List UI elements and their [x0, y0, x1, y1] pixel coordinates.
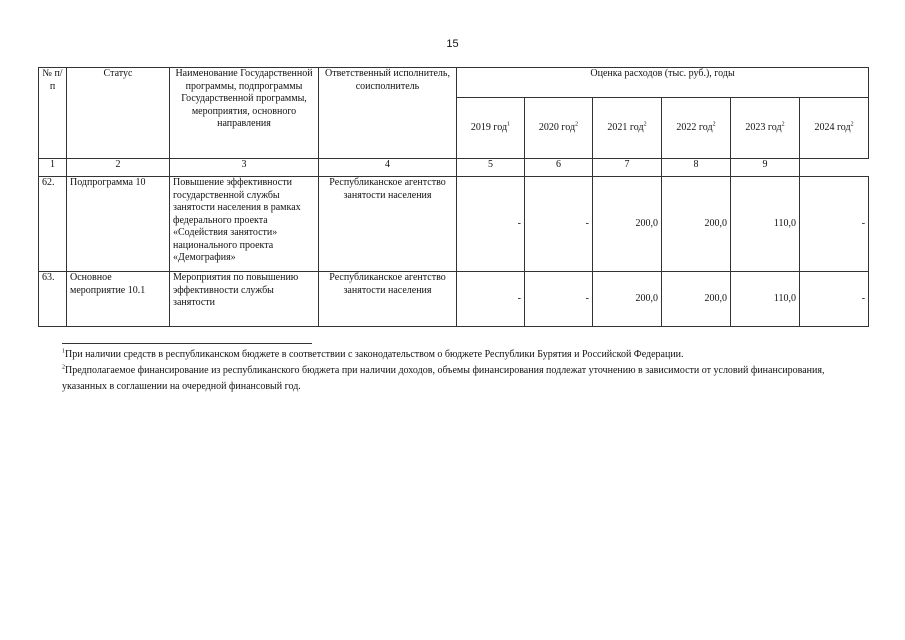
expense-table — [38, 67, 869, 327]
table-row — [39, 272, 869, 327]
column-number: 5 — [457, 159, 525, 177]
column-number: 2 — [67, 159, 170, 177]
row-num: 62. — [39, 177, 67, 272]
year-header — [525, 98, 593, 159]
row-name: Мероприятия по повышению эффективности службы занятости — [170, 272, 319, 327]
footnote-text: При наличии средств в республиканском бюджете в соответствии с законодательством о бюджете Республики Бурятия и Российской Федерации. — [65, 349, 684, 360]
row-value: - — [525, 272, 593, 327]
header-row — [39, 68, 869, 98]
header-executor: Ответственный исполнитель, соисполнитель — [319, 68, 457, 159]
header-num: № п/п — [39, 68, 67, 159]
page-number: 15 — [446, 38, 459, 50]
year-footnote-mark: 2 — [850, 121, 854, 128]
year-label: 2024 год — [814, 121, 851, 133]
column-number: 4 — [319, 159, 457, 177]
year-label: 2022 год — [676, 121, 713, 133]
footnote-mark: 2 — [62, 364, 65, 371]
column-number: 7 — [593, 159, 662, 177]
table-row — [39, 177, 869, 272]
row-executor: Республиканское агентство занятости населения — [319, 177, 457, 272]
footnote-text: Предполагаемое финансирование из республиканского бюджета при наличии доходов, объемы финансирования подлежат уточнению в зависимости от условий финансирования, указанных в соглашении на очередной финансовый год. — [62, 365, 825, 392]
row-value: - — [525, 177, 593, 272]
year-header — [800, 98, 869, 159]
footnotes — [62, 347, 862, 395]
column-number: 1 — [39, 159, 67, 177]
row-value: 110,0 — [731, 272, 800, 327]
column-number-row — [39, 159, 869, 177]
row-value: 200,0 — [662, 272, 731, 327]
row-status: Основное мероприятие 10.1 — [67, 272, 170, 327]
row-executor: Республиканское агентство занятости населения — [319, 272, 457, 327]
row-num: 63. — [39, 272, 67, 327]
column-number: 8 — [662, 159, 731, 177]
row-value: 110,0 — [731, 177, 800, 272]
column-number: 6 — [525, 159, 593, 177]
year-footnote-mark: 2 — [781, 121, 785, 128]
header-status: Статус — [67, 68, 170, 159]
footnote — [62, 347, 862, 363]
row-value: - — [457, 177, 525, 272]
year-header — [662, 98, 731, 159]
row-value: 200,0 — [593, 272, 662, 327]
year-label: 2023 год — [745, 121, 782, 133]
year-header — [457, 98, 525, 159]
year-label: 2019 год — [470, 121, 508, 133]
row-value: 200,0 — [593, 177, 662, 272]
year-header — [731, 98, 800, 159]
year-label: 2020 год — [538, 121, 576, 133]
column-number: 9 — [731, 159, 800, 177]
year-footnote-mark: 2 — [712, 121, 716, 128]
header-expenses: Оценка расходов (тыс. руб.), годы — [457, 68, 869, 98]
row-value: - — [800, 177, 869, 272]
footnote-divider — [62, 343, 312, 344]
footnote-mark: 1 — [62, 348, 65, 355]
year-footnote-mark: 2 — [575, 121, 579, 128]
row-value: 200,0 — [662, 177, 731, 272]
year-label: 2021 год — [607, 121, 644, 133]
row-status: Подпрограмма 10 — [67, 177, 170, 272]
column-number: 3 — [170, 159, 319, 177]
row-name: Повышение эффективности государственной службы занятости населения в рамках федерального проекта «Содействия занятости» национального проекта «Демография» — [170, 177, 319, 272]
header-name: Наименование Государственной программы, подпрограммы Государственной программы, мероприятия, основного направления — [170, 68, 319, 159]
row-value: - — [457, 272, 525, 327]
footnote — [62, 363, 862, 395]
year-footnote-mark: 1 — [507, 121, 511, 128]
row-value: - — [800, 272, 869, 327]
year-header — [593, 98, 662, 159]
year-footnote-mark: 2 — [643, 121, 647, 128]
